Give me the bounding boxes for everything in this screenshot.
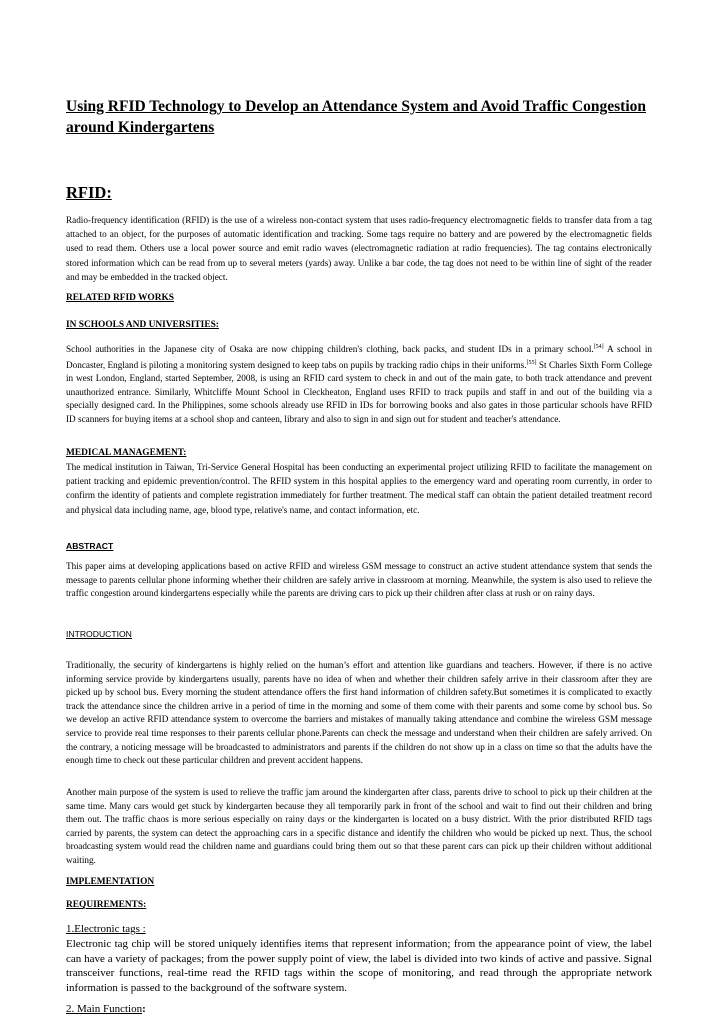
- introduction-paragraph-1: Traditionally, the security of kindergartens is highly relied on the human’s effort and attention like guardians and teachers. However, if there is no active informing service provide by kindergartens usually, parents have no idea of when and whether their children safely arrive in their classroom after they are picked up by school bus. Every morning the student attendance offers the first hand information of children safety.But sometimes it is complicated to exactly track the attendance since the children arrive in a period of time in the morning and some of them come with their parents and some come by school bus. So we develop an active RFID attendance system to overcome the barriers and mistakes of manually taking attendance and combine the wireless GSM message service to provide real time responses to their parents cellular phone.Parents can check the message and understand when their children are safely arrived. On the contrary, a noticing message will be broadcasted to administrators and parents if the children do not show up in a class on time so that the adults have the enough time to check out these particular children and prevent accident happens.: [66, 660, 652, 766]
- schools-paragraph: [66, 341, 652, 427]
- introduction-paragraph-2: Another main purpose of the system is used to relieve the traffic jam around the kindergarten after class, parents drive to school to pick up their children at the same time. Many cars would get stuck by kindergarten because they all temporarily park in front of the school and wait to find out their children and bring them out. The traffic chaos is more serious especially on rainy days or the kindergarten is located on a busy district. With the prior distributed RFID tags carried by parents, the system can detect the approaching cars in a specific distance and identify the children who would be picked up next. Thus, the school broadcasting system would read the children name and guardians could bring them out so that these parent cars can pick up their children without additional waiting.: [66, 787, 652, 865]
- rfid-paragraph: Radio-frequency identification (RFID) is the use of a wireless non-contact system that uses radio-frequency electromagnetic fields to transfer data from a tag attached to an object, for the purposes of automatic identification and tracking. Some tags require no battery and are powered by the electromagnetic fields used to read them. Others use a local power source and emit radio waves (electromagnetic radiation at radio frequencies). The tag contains electronically stored information which can be read from up to several meters (yards) away. Unlike a bar code, the tag does not need to be within line of sight of the reader and may be embedded in the tracked object.: [66, 215, 652, 282]
- medical-paragraph: The medical institution in Taiwan, Tri-Service General Hospital has been conducting an experimental project utilizing RFID to facilitate the management on patient tracking and epidemic prevention/control. The RFID system in this hospital applies to the emergency ward and operating room currently, in order to confirm the identity of patients and complete registration immediately for further treatment. The medical staff can obtain the patient detailed treatment record and physical data including name, age, blood type, relative's name, and contact information, etc.: [66, 462, 652, 515]
- abstract-paragraph: This paper aims at developing applications based on active RFID and wireless GSM message to construct an active student attendance system that sends the message to parents cellular phone informing whether their children are safely arrive in classroom at morning. Meanwhile, the system is also used to relieve the traffic congestion around kindergartens especially while the parents are driving cars to pick up their children after class at rush or on rainy days.: [66, 561, 652, 599]
- schools-text-1: School authorities in the Japanese city of Osaka are now chipping children's clothing, back packs, and student IDs in a primary school.: [66, 344, 594, 354]
- document-title: Using RFID Technology to Develop an Attendance System and Avoid Traffic Congestion around Kindergartens: [66, 98, 647, 136]
- electronic-tags-paragraph: Electronic tag chip will be stored uniquely identifies items that represent information; from the appearance point of view, the label can have a variety of packages; from the power supply point of view, the label is divided into two kinds of active and passive. Signal transceiver functions, real-time read the RFID tags within the scope of monitoring, and read through the appropriate network information is passed to the background of the software system.: [66, 938, 652, 994]
- implementation-heading: IMPLEMENTATION: [66, 877, 155, 887]
- main-function-label: 2. Main Function: [66, 1003, 143, 1015]
- reference-54: [54]: [593, 344, 604, 350]
- requirements-heading: REQUIREMENTS:: [66, 900, 147, 910]
- rfid-heading: RFID:: [66, 183, 112, 202]
- abstract-heading: ABSTRACT: [66, 541, 114, 551]
- related-works-heading: RELATED RFID WORKS: [66, 293, 175, 303]
- reference-55: [55]: [526, 359, 537, 366]
- schools-text-2: A school in Doncaster, England is piloting a monitoring system designed to keep tabs on pupils by tracking radio chips in their uniforms.: [66, 344, 652, 370]
- schools-heading: IN SCHOOLS AND UNIVERSITIES:: [66, 320, 219, 330]
- introduction-heading: INTRODUCTION: [66, 629, 132, 639]
- main-function-heading: [66, 1002, 652, 1017]
- schools-text-3: St Charles Sixth Form College in west London, England, started September, 2008, is using an RFID card system to check in and out of the main gate, to both track attendance and prevent unauthorized entrance. Similarly, Whitcliffe Mount School in Cleckheaton, England uses RFID to track pupils and staff in and out of the building via a specially designed card. In the Philippines, some schools already use RFID in IDs for borrowing books and also gates in those particular schools have RFID ID scanners for buying items at a school shop and canteen, library and also to sign in and sign out for student and teacher's attendance.: [66, 359, 653, 424]
- electronic-tags-heading: 1.Electronic tags :: [66, 923, 146, 935]
- main-function-colon: :: [142, 1003, 146, 1015]
- medical-heading: MEDICAL MANAGEMENT:: [66, 448, 187, 458]
